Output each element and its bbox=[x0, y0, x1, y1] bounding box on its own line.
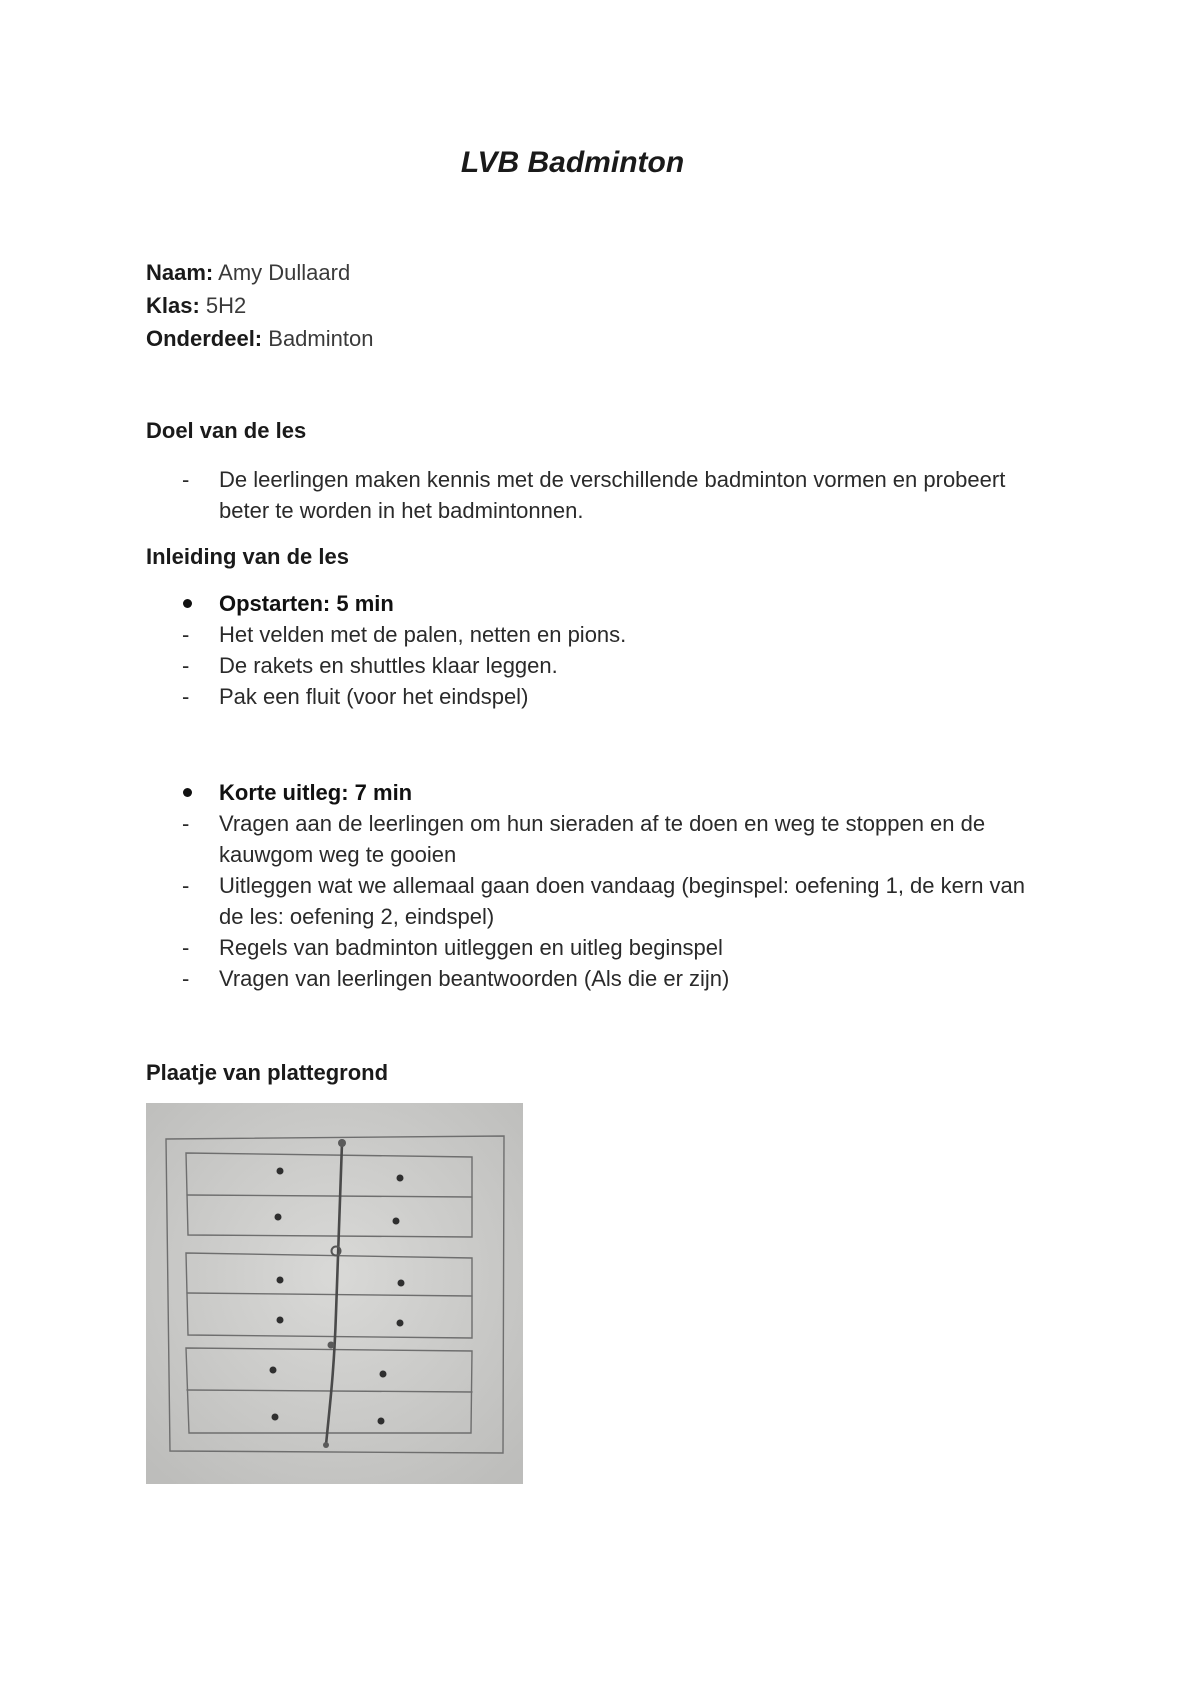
list-item bbox=[146, 681, 1046, 712]
list-item bbox=[146, 464, 1046, 526]
plattegrond-heading: Plaatje van plattegrond bbox=[146, 1060, 389, 1085]
inleiding-heading: Inleiding van de les bbox=[146, 544, 349, 569]
list-item bbox=[146, 650, 1046, 681]
onderdeel-row bbox=[146, 322, 373, 355]
dash-marker: - bbox=[182, 622, 190, 647]
dash-marker: - bbox=[182, 966, 190, 991]
dash-marker: - bbox=[182, 935, 190, 960]
opstarten-title: Opstarten: 5 min bbox=[219, 591, 394, 616]
uitleg-item-text: Regels van badminton uitleggen en uitleg beginspel bbox=[219, 935, 723, 960]
uitleg-title: Korte uitleg: 7 min bbox=[219, 780, 413, 805]
naam-value: Amy Dullaard bbox=[218, 260, 351, 285]
onderdeel-value: Badminton bbox=[268, 326, 374, 351]
list-item bbox=[146, 588, 1046, 619]
doel-item-text: De leerlingen maken kennis met de verschillende badminton vormen en probeert beter te worden in het badmintonnen. bbox=[219, 467, 1006, 523]
opstarten-item-text: De rakets en shuttles klaar leggen. bbox=[219, 653, 558, 678]
klas-row bbox=[146, 289, 373, 322]
naam-label: Naam: bbox=[146, 260, 214, 285]
onderdeel-label: Onderdeel: bbox=[146, 326, 263, 351]
list-item bbox=[146, 963, 1046, 994]
dash-marker: - bbox=[182, 467, 190, 492]
doel-heading: Doel van de les bbox=[146, 418, 307, 443]
dash-marker: - bbox=[182, 684, 190, 709]
opstarten-item-text: Het velden met de palen, netten en pions. bbox=[219, 622, 627, 647]
list-item bbox=[146, 932, 1046, 963]
document-title: LVB Badminton bbox=[460, 146, 685, 179]
naam-row bbox=[146, 256, 373, 289]
uitleg-item-text: Vragen van leerlingen beantwoorden (Als die er zijn) bbox=[219, 966, 730, 991]
doel-list bbox=[146, 464, 1046, 526]
list-item bbox=[146, 808, 1046, 870]
opstarten-list bbox=[146, 588, 1046, 712]
opstarten-item-text: Pak een fluit (voor het eindspel) bbox=[219, 684, 529, 709]
list-item bbox=[146, 777, 1046, 808]
dash-marker: - bbox=[182, 811, 190, 836]
student-info bbox=[146, 256, 373, 355]
list-item bbox=[146, 870, 1046, 932]
uitleg-item-text: Vragen aan de leerlingen om hun sieraden af te doen en weg te stoppen en de kauwgom weg te gooien bbox=[219, 811, 986, 867]
dash-marker: - bbox=[182, 653, 190, 678]
court-sketch-icon bbox=[146, 1103, 523, 1484]
dash-marker: - bbox=[182, 873, 190, 898]
uitleg-list bbox=[146, 777, 1046, 994]
klas-label: Klas: bbox=[146, 293, 200, 318]
list-item bbox=[146, 619, 1046, 650]
klas-value: 5H2 bbox=[205, 293, 247, 318]
uitleg-item-text: Uitleggen wat we allemaal gaan doen vandaag (beginspel: oefening 1, de kern van de les: oefening 2, eindspel) bbox=[219, 873, 1026, 929]
